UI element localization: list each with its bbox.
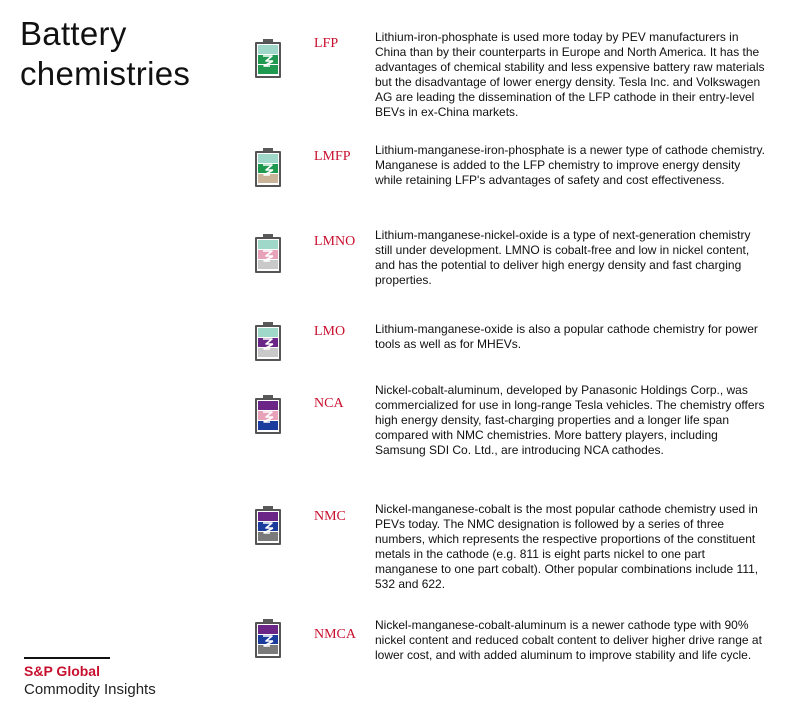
battery-body	[255, 151, 281, 187]
logo-rule	[24, 657, 110, 659]
chemistry-description: Nickel-manganese-cobalt is the most popular cathode chemistry used in PEVs today. The NMC designation is followed by a series of three numbers, which represents the respective proportions of the constituent metals in the cathode (e.g. 811 is eight parts nickel to one part manganese to one part cobalt). Other popular combinations include 111, 532 and 622.	[375, 502, 759, 591]
battery-body	[255, 622, 281, 658]
battery-icon	[255, 506, 281, 545]
battery-segment	[258, 154, 278, 163]
chemistry-description: Nickel-manganese-cobalt-aluminum is a newer cathode type with 90% nickel content and reduced cobalt content to deliver higher drive range at lower cost, and with added aluminum to improve stability and life cycle.	[375, 618, 762, 662]
lightning-bolt-icon	[260, 410, 276, 424]
battery-icon	[255, 234, 281, 273]
lightning-bolt-icon	[260, 634, 276, 648]
battery-icon	[255, 39, 281, 78]
lightning-bolt-icon	[260, 54, 276, 68]
battery-body	[255, 237, 281, 273]
battery-segment	[258, 401, 278, 410]
chemistry-description: Lithium-manganese-iron-phosphate is a newer type of cathode chemistry. Manganese is added to the LFP chemistry to improve energy density while retaining LFP's advantages of safety and cost effectiveness.	[375, 143, 765, 187]
chemistry-code: NMCA	[314, 627, 357, 642]
battery-segment	[258, 328, 278, 337]
lightning-bolt-icon	[260, 521, 276, 535]
chemistry-description: Lithium-manganese-oxide is also a popular cathode chemistry for power tools as well as for MHEVs.	[375, 322, 758, 351]
lightning-bolt-icon	[260, 163, 276, 177]
chemistry-code: LMNO	[314, 234, 356, 249]
chemistry-code: NCA	[314, 396, 344, 411]
lightning-bolt-icon	[260, 249, 276, 263]
lightning-bolt-icon	[260, 337, 276, 351]
sp-global-logo	[24, 657, 156, 700]
chemistry-description: Lithium-iron-phosphate is used more today by PEV manufacturers in China than by their counterparts in Europe and North America. It has the advantages of chemical stability and less expensive battery raw materials but the disadvantage of lower energy density. Tesla Inc. and Volkswagen AG are leading the dissemination of the LFP cathode in their entry-level BEVs in ex-China markets.	[375, 30, 765, 119]
battery-body	[255, 509, 281, 545]
battery-segment	[258, 512, 278, 521]
chemistry-code: NMC	[314, 509, 346, 524]
chemistry-code: LMFP	[314, 149, 351, 164]
battery-body	[255, 398, 281, 434]
logo-subbrand: Commodity Insights	[24, 681, 156, 698]
battery-segment	[258, 625, 278, 634]
battery-icon	[255, 619, 281, 658]
battery-segment	[258, 45, 278, 54]
battery-body	[255, 42, 281, 78]
battery-icon	[255, 148, 281, 187]
page-title: Battery chemistries	[20, 15, 191, 92]
chemistry-code: LMO	[314, 324, 346, 339]
chemistry-description: Nickel-cobalt-aluminum, developed by Panasonic Holdings Corp., was commercialized for use in long-range Tesla vehicles. The chemistry offers high energy density, fast-charging properties and a longer life span compared with NMC chemistries. More battery players, including Samsung SDI Co. Ltd., are introducing NCA cathodes.	[375, 383, 765, 457]
battery-segment	[258, 240, 278, 249]
chemistry-description: Lithium-manganese-nickel-oxide is a type of next-generation chemistry still under development. LMNO is cobalt-free and low in nickel content, and has the potential to deliver high energy density and fast charging properties.	[375, 228, 751, 287]
battery-icon	[255, 322, 281, 361]
battery-icon	[255, 395, 281, 434]
chemistry-code: LFP	[314, 36, 339, 51]
logo-brand: S&P Global	[24, 663, 100, 679]
battery-body	[255, 325, 281, 361]
